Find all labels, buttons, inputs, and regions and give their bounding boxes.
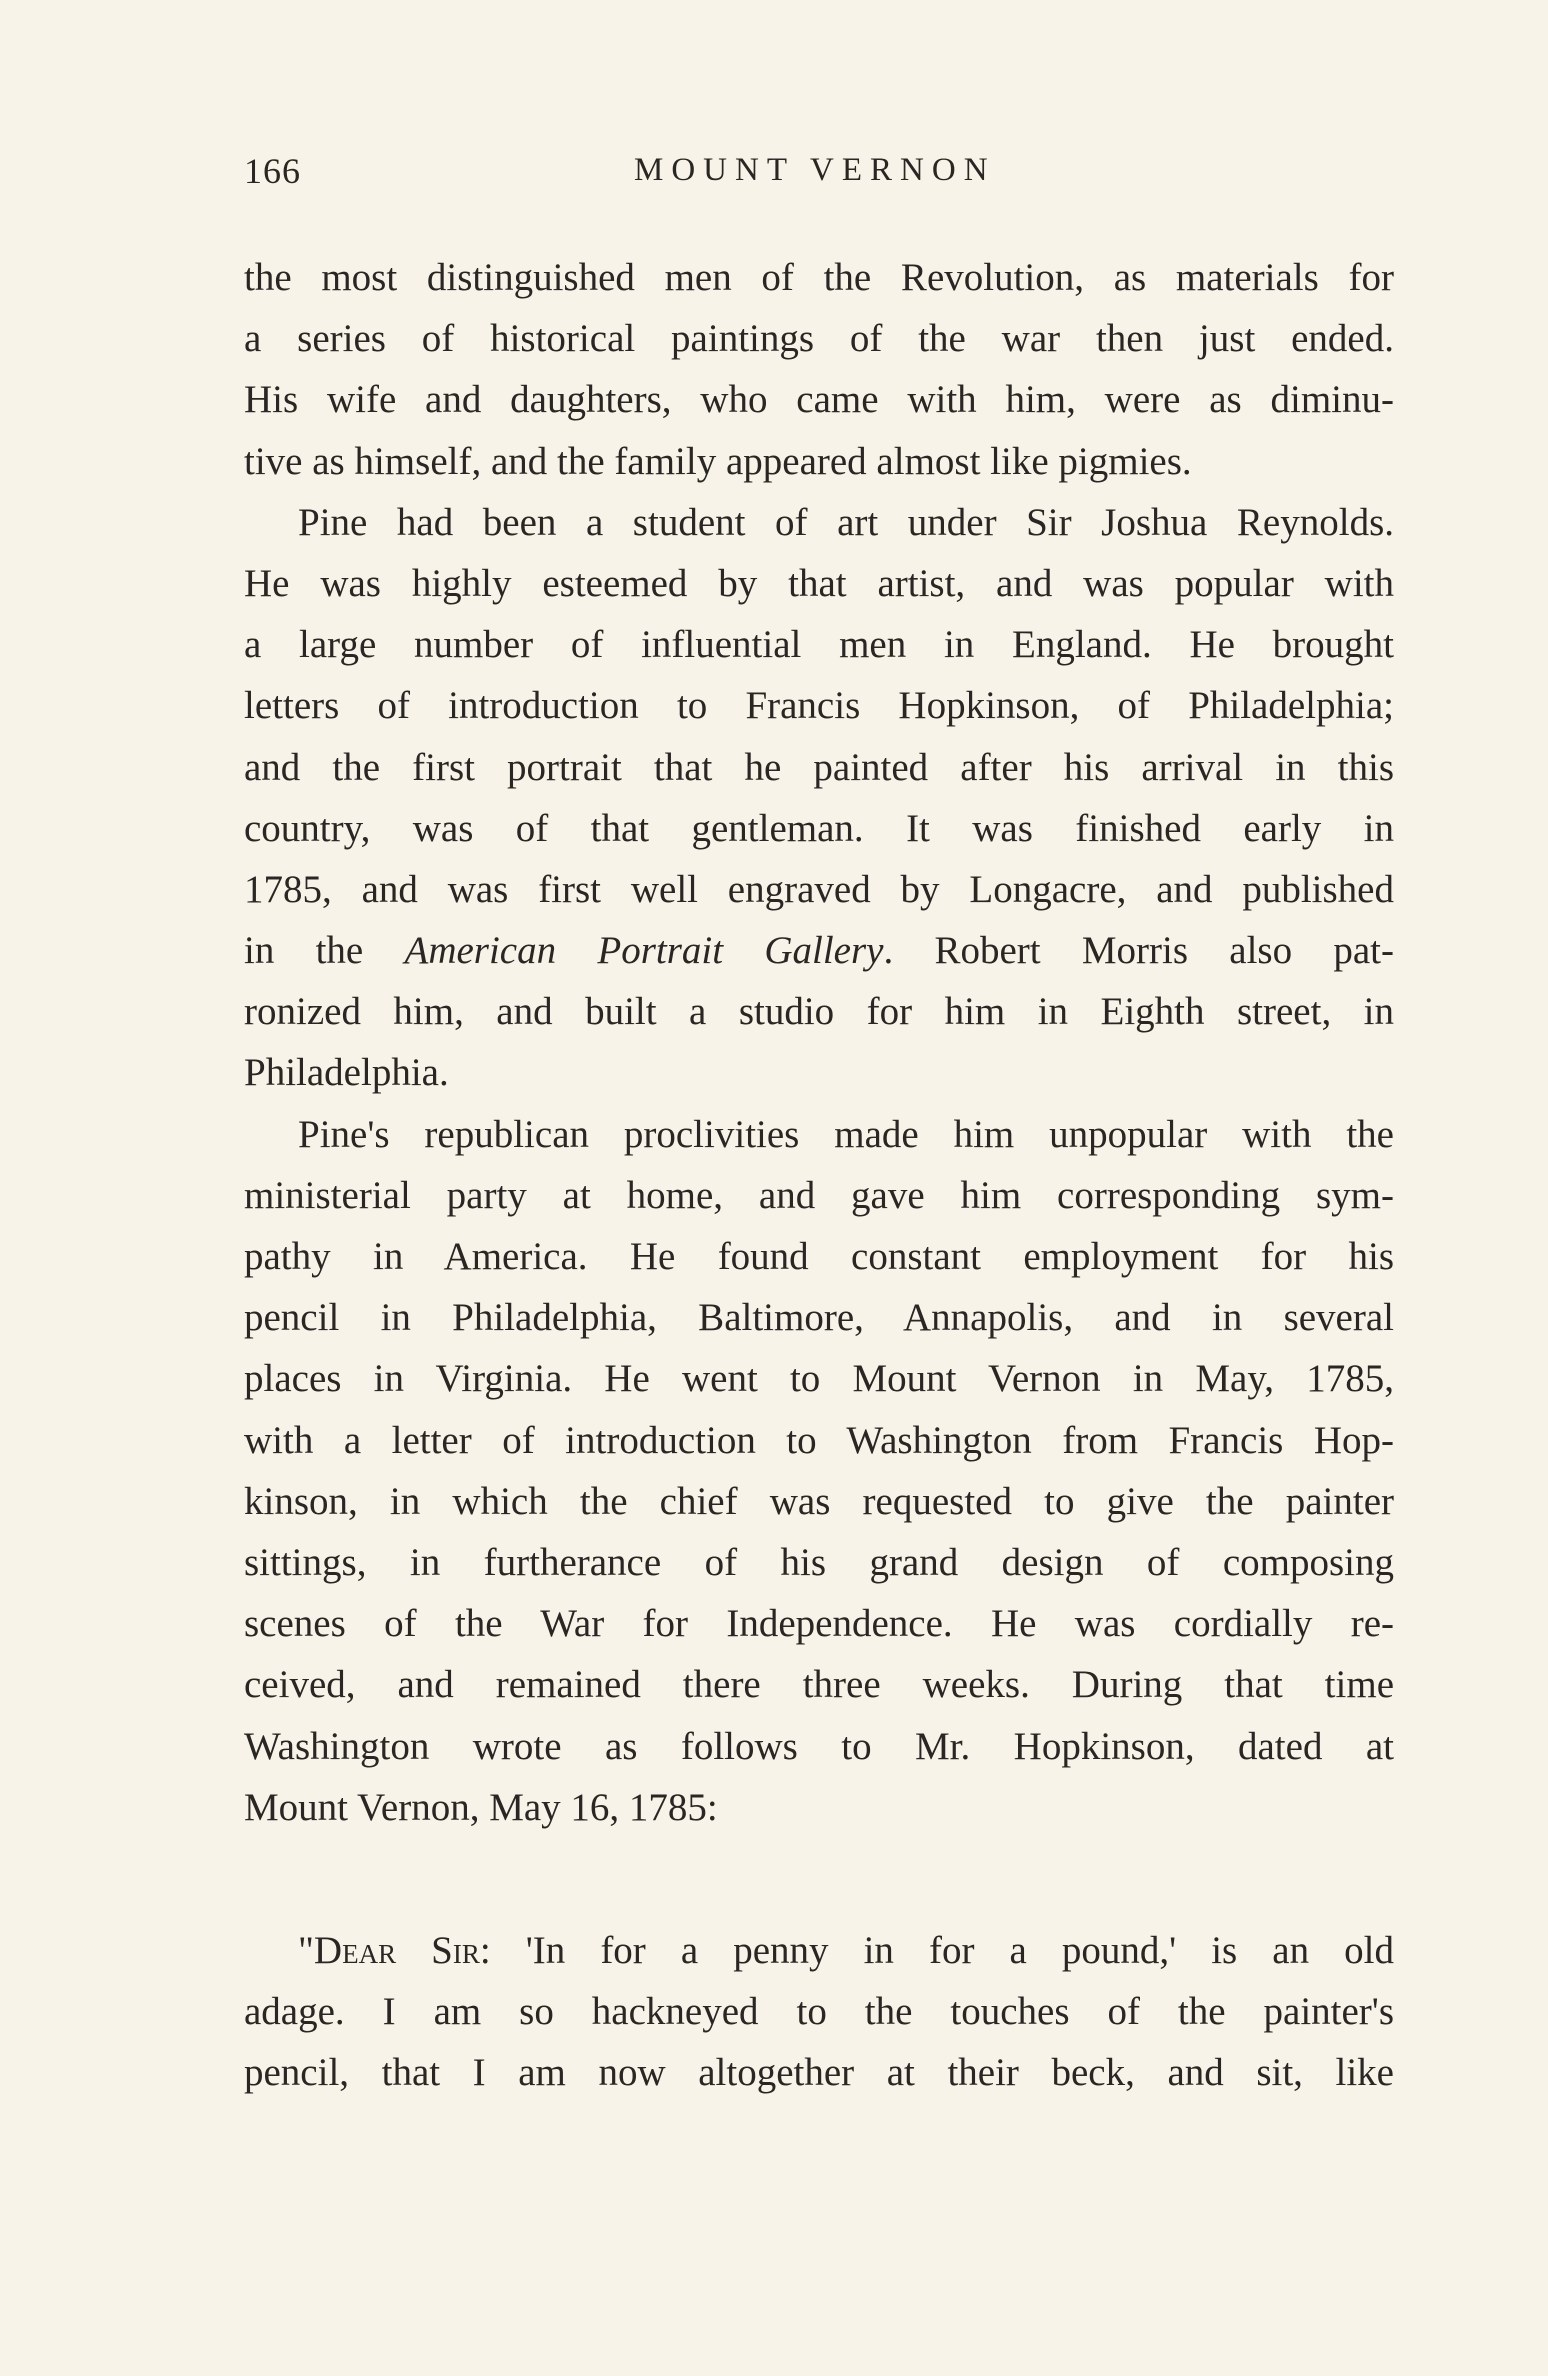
text-line: country, was of that gentleman. It was finished early in [244,806,1394,850]
text-line: Washington wrote as follows to Mr. Hopkinson, dated at [244,1724,1394,1768]
letter-first-line [244,1920,1394,1981]
text-line: Mount Vernon, May 16, 1785: [244,1785,718,1829]
text-line: 1785, and was first well engraved by Longacre, and published [244,867,1394,911]
text-line: ministerial party at home, and gave him corresponding sym- [244,1173,1394,1217]
letter-line: pencil, that I am now altogether at their beck, and sit, like [244,2051,1394,2095]
text-line: His wife and daughters, who came with him, were as diminu- [244,378,1394,422]
text-line: tive as himself, and the family appeared almost like pigmies. [244,439,1192,483]
paragraph-first-line: Pine had been a student of art under Sir Joshua Reynolds. [298,500,1394,544]
text-line: ceived, and remained there three weeks. During that time [244,1663,1394,1707]
text-line: sittings, in furtherance of his grand design of composing [244,1540,1394,1584]
body-text [244,247,1394,2103]
text-line: pathy in America. He found constant employment for his [244,1235,1394,1278]
text-line: ronized him, and built a studio for him in Eighth street, in [244,990,1394,1034]
text-line: pencil in Philadelphia, Baltimore, Annapolis, and in several [244,1296,1394,1340]
text-line: Philadelphia. [244,1051,449,1095]
text-line: the most distinguished men of the Revolution, as materials for [244,256,1394,299]
text-run: : 'In for a penny in for a pound,' is an old [479,1928,1395,1972]
text-run: in the [244,929,405,973]
paragraph-first-line: Pine's republican proclivities made him unpopular with the [298,1112,1394,1156]
text-line: places in Virginia. He went to Mount Vernon in May, 1785, [244,1357,1394,1401]
text-line: a large number of influential men in England. He brought [244,623,1394,667]
text-line: with a letter of introduction to Washington from Francis Hop- [244,1418,1394,1462]
text-line: and the first portrait that he painted after his arrival in this [244,745,1394,789]
text-run: . Robert Morris also pat- [883,929,1394,973]
text-line: scenes of the War for Independence. He was cordially re- [244,1602,1394,1646]
text-line: a series of historical paintings of the war then just ended. [244,317,1394,361]
letter-line: adage. I am so hackneyed to the touches of the painter's [244,1990,1394,2034]
page-number: 166 [244,151,301,191]
letter-salutation: Dear Sir [313,1928,480,1972]
open-quote: " [298,1928,314,1972]
section-gap [244,1838,1394,1920]
text-line [244,920,1394,981]
italic-book-title: American Portrait Gallery [404,929,884,973]
running-title: MOUNT VERNON [634,152,996,188]
text-line: He was highly esteemed by that artist, and was popular with [244,561,1394,605]
running-head [244,150,1394,200]
text-line: letters of introduction to Francis Hopkinson, of Philadelphia; [244,684,1394,728]
text-line: kinson, in which the chief was requested to give the painter [244,1479,1394,1523]
